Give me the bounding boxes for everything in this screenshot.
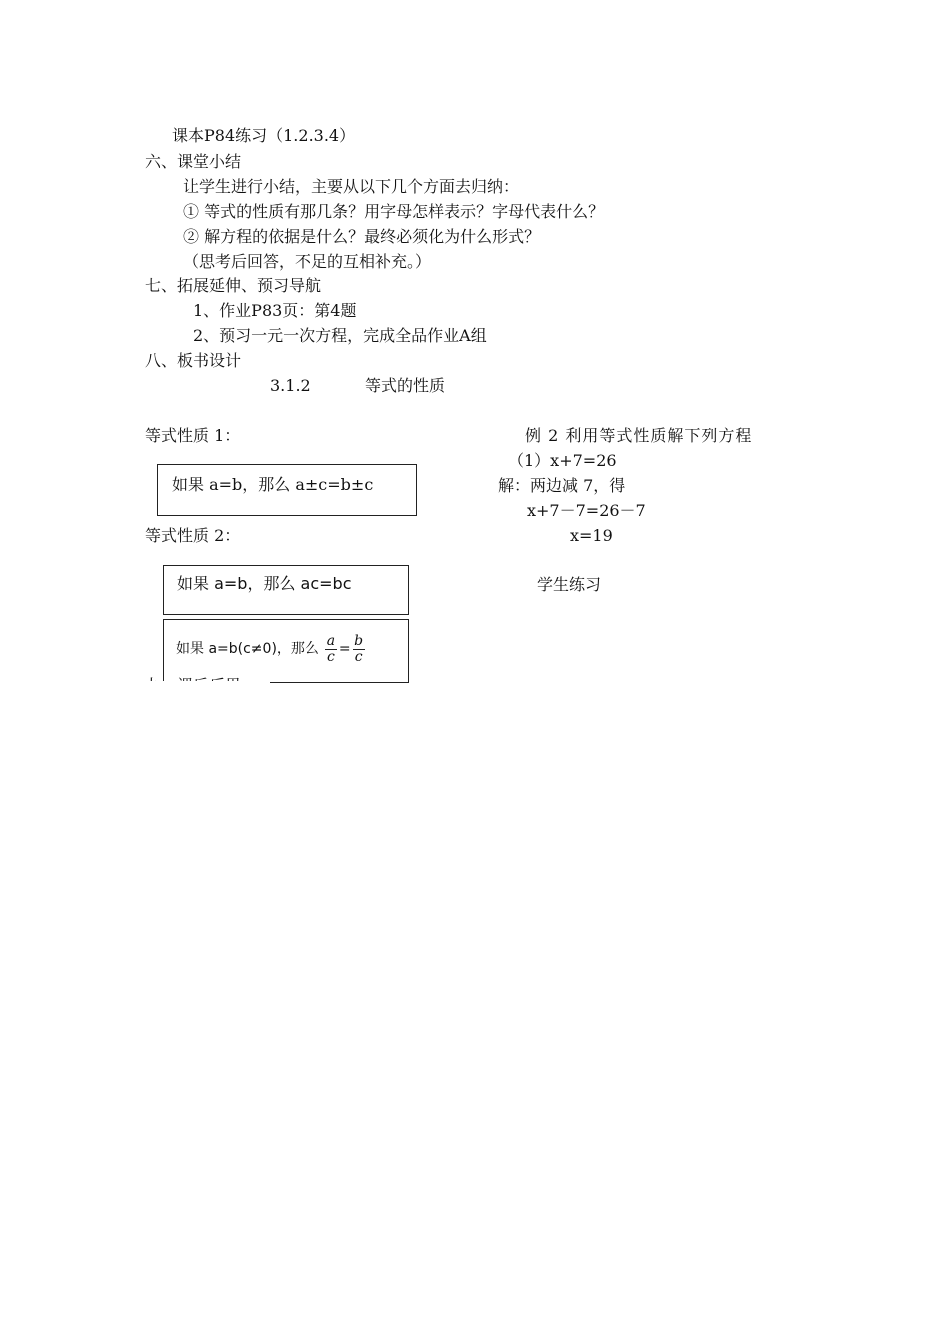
property-2-divide-box (163, 619, 409, 683)
section-9-cover (140, 681, 270, 701)
example-answer: x=19 (570, 526, 613, 545)
property-2-multiply-box (163, 565, 409, 615)
summary-note: （思考后回答，不足的互相补充。） (183, 252, 432, 271)
example-2-title: 例 2 利用等式性质解下列方程 (525, 426, 753, 445)
textbook-exercise: 课本P84练习（1.2.3.4） (172, 126, 356, 145)
board-title-number: 3.1.2 (270, 376, 311, 395)
property-1-box (157, 464, 417, 516)
fraction-b-numerator: b (354, 632, 364, 649)
summary-question-2: ② 解方程的依据是什么？最终必须化为什么形式？ (183, 227, 541, 246)
section-8-heading: 八、板书设计 (145, 351, 242, 370)
section-6-heading: 六、课堂小结 (145, 152, 242, 171)
summary-question-1: ① 等式的性质有那几条？用字母怎样表示？字母代表什么？ (183, 202, 605, 221)
homework-1: 1、作业P83页：第4题 (193, 301, 357, 320)
divide-condition: 如果 a=b(c≠0)，那么 (176, 641, 319, 657)
fraction-a-numerator: a (326, 632, 336, 649)
property-2-label: 等式性质 2： (145, 526, 241, 545)
fraction-a-denominator: c (326, 648, 335, 665)
fraction-equals: = (338, 641, 351, 657)
property-1-label: 等式性质 1： (145, 426, 241, 445)
property-2-multiply-formula: 如果 a=b，那么 ac=bc (177, 574, 352, 593)
board-title: 等式的性质 (365, 376, 446, 395)
section-7-heading: 七、拓展延伸、预习导航 (145, 276, 322, 295)
fraction-a-over-c (325, 634, 337, 665)
fraction-b-denominator: c (354, 648, 363, 665)
homework-2: 2、预习一元一次方程，完成全品作业A组 (193, 326, 487, 345)
student-practice: 学生练习 (537, 575, 602, 594)
fraction-b-over-c (353, 634, 365, 665)
example-equation-step: x+7－7=26－7 (527, 501, 646, 520)
property-2-divide-formula (176, 632, 365, 666)
summary-intro: 让学生进行小结，主要从以下几个方面去归纳： (183, 177, 520, 196)
property-1-formula: 如果 a=b，那么 a±c=b±c (172, 475, 374, 494)
example-question: （1）x+7=26 (508, 451, 617, 470)
example-solution-step: 解：两边减 7，得 (498, 476, 626, 495)
